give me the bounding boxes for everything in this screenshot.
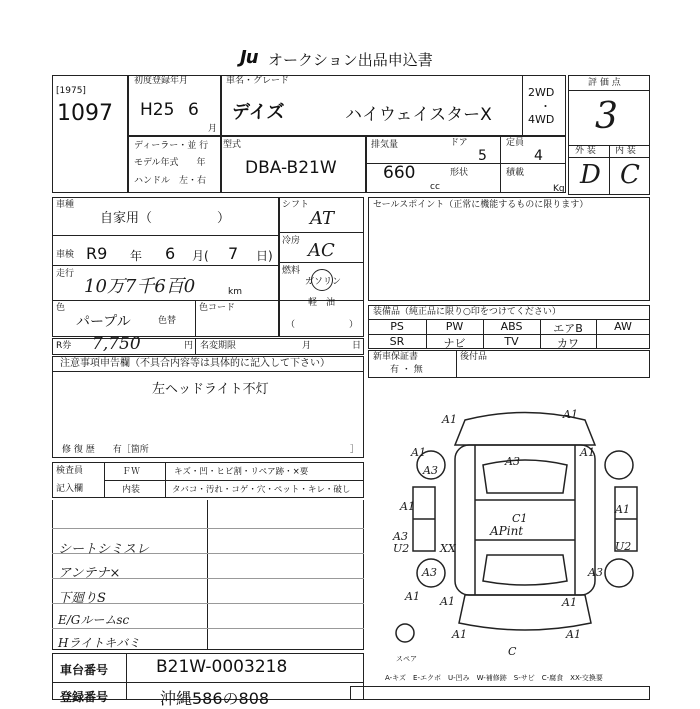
- load-unit: Kg: [553, 184, 565, 194]
- warranty-label: 新車保証書: [373, 352, 419, 362]
- damage-mark: A1: [615, 503, 630, 516]
- fuel-other: （ ）: [286, 320, 359, 330]
- color-value: パープル: [76, 314, 131, 330]
- name-change-day: 日: [352, 341, 362, 351]
- hand-note-3: 下廻りS: [58, 591, 106, 606]
- color-code-label: 色コード: [199, 303, 236, 313]
- registration-year: H25: [140, 100, 175, 120]
- damage-mark: A3: [422, 566, 437, 579]
- repair-close: ］: [350, 445, 360, 455]
- inspection-m: 月(: [192, 249, 209, 263]
- fw-label: ＦＷ: [122, 467, 141, 477]
- load-label: 積載: [506, 168, 525, 178]
- inspection-era: R9: [86, 244, 108, 263]
- model-label: 型式: [223, 140, 242, 150]
- ac-label: 冷房: [282, 236, 301, 246]
- hand-note-4: E/Gルームsc: [58, 613, 130, 627]
- damage-mark: C: [508, 645, 517, 658]
- displacement-value: 660: [383, 163, 416, 183]
- equip-navi: ナビ: [443, 337, 466, 350]
- damage-mark: A1: [411, 446, 426, 459]
- usage-label: 車種: [56, 200, 75, 210]
- chassis-value: B21W-0003218: [156, 657, 288, 677]
- recycle-label: R券: [56, 341, 72, 351]
- inspection-y: 年: [130, 249, 143, 263]
- mileage-value: 10万7千6百0: [84, 276, 196, 297]
- sales-box: [368, 197, 650, 301]
- damage-mark: A1: [452, 628, 467, 641]
- notes-label: 注意事項申告欄（不具合内容等は具体的に記入して下さい）: [60, 358, 330, 369]
- equip-tv: TV: [504, 335, 519, 348]
- shift-label: シフト: [282, 200, 310, 210]
- displacement-unit: cc: [430, 182, 440, 192]
- form-title: オークション出品申込書: [268, 51, 433, 69]
- postfit-label: 後付品: [460, 352, 488, 362]
- interior-check-label: 内装: [122, 485, 141, 495]
- name-change-label: 名変期限: [200, 341, 237, 351]
- color-label: 色: [56, 303, 66, 313]
- fuel-diesel: 軽 油: [308, 298, 336, 308]
- exterior-label: 外 装: [575, 146, 596, 156]
- registration-label: 初度登録年月: [134, 76, 189, 86]
- dealer-line-2: モデル年式 年: [134, 158, 206, 168]
- shift-value: AT: [310, 208, 335, 229]
- damage-mark: A1: [400, 500, 415, 513]
- interior-items: タバコ・汚れ・コゲ・穴・ペット・キレ・破し: [172, 485, 351, 495]
- doors-label: ドア: [450, 138, 468, 148]
- damage-mark: XX: [440, 542, 456, 555]
- lot-number: 1097: [57, 101, 113, 126]
- equip-airbag: エアB: [553, 322, 583, 335]
- equip-pw: PW: [445, 320, 464, 333]
- plate-label: 登録番号: [60, 690, 109, 704]
- fuel-label: 燃料: [282, 266, 301, 276]
- damage-mark: A1: [440, 595, 455, 608]
- ac-value: AC: [308, 240, 335, 261]
- damage-legend: A-キズ E-エクボ U-凹み W-補修跡 S-サビ C-腐食 XX-交換要: [385, 674, 603, 682]
- bottom-strip: [350, 686, 650, 700]
- equip-abs: ABS: [500, 320, 523, 333]
- damage-mark: C1: [512, 512, 528, 525]
- equip-aw: AW: [614, 320, 632, 333]
- fuel-circle-mark: [311, 269, 333, 291]
- spare-label: スペア: [396, 655, 417, 663]
- dealer-line-3: ハンドル 左・右: [134, 176, 207, 186]
- inspector-label-2: 記入欄: [56, 484, 84, 494]
- damage-mark: A1: [562, 596, 577, 609]
- doors-value: 5: [478, 148, 487, 164]
- hand-note-2: アンテナ×: [58, 566, 121, 581]
- drive-4wd: 4WD: [528, 113, 555, 126]
- shape-label: 形状: [450, 168, 469, 178]
- exterior-grade: D: [580, 160, 601, 190]
- interior-grade: C: [620, 160, 640, 190]
- recycle-value: 7,750: [92, 334, 141, 354]
- model-value: DBA-B21W: [245, 158, 337, 178]
- mileage-unit: km: [228, 287, 242, 297]
- brand-logo: Ju: [240, 47, 258, 68]
- chassis-label: 車台番号: [60, 663, 109, 677]
- inspector-label-1: 検査員: [56, 466, 84, 476]
- hand-note-5: Hライトキバミ: [58, 636, 141, 650]
- damage-mark: A1: [442, 413, 457, 426]
- warranty-value: 有 ・ 無: [390, 365, 423, 375]
- fuel-gasoline: ガソリン: [305, 277, 342, 287]
- recycle-unit: 円: [184, 341, 194, 351]
- dealer-line-1: ディーラー・並 行: [134, 141, 209, 151]
- damage-mark: A1: [580, 446, 595, 459]
- score-value: 3: [595, 96, 618, 137]
- name-change-month: 月: [302, 341, 312, 351]
- damage-mark: A3: [588, 566, 603, 579]
- damage-mark: U2: [393, 542, 410, 555]
- damage-mark: A3: [423, 464, 438, 477]
- damage-mark: A3: [505, 455, 520, 468]
- damage-mark: A1: [566, 628, 581, 641]
- damage-mark: A1: [563, 408, 578, 421]
- color-change-label: 色替: [158, 316, 177, 326]
- car-damage-diagram: [395, 405, 655, 645]
- registration-month-unit: 月: [208, 124, 218, 134]
- usage-value: 自家用（ ）: [100, 211, 231, 226]
- inspection-day: 7: [228, 244, 239, 263]
- score-label: 評 価 点: [588, 78, 621, 88]
- mileage-label: 走行: [56, 269, 75, 279]
- equipment-label: 装備品（純正品に限り○印をつけてください）: [373, 307, 561, 317]
- lot-year: [1975]: [56, 86, 86, 96]
- equip-sr: SR: [389, 335, 405, 348]
- sales-label: セールスポイント（正常に機能するものに限ります）: [373, 200, 589, 210]
- registration-month: 6: [188, 100, 199, 120]
- damage-mark: U2: [615, 540, 632, 553]
- inspection-month: 6: [165, 244, 176, 263]
- drive-dot: ・: [540, 100, 551, 113]
- displacement-label: 排気量: [371, 140, 399, 150]
- damage-mark: A1: [405, 590, 420, 603]
- capacity-label: 定員: [506, 138, 525, 148]
- inspection-label: 車検: [56, 250, 75, 260]
- capacity-value: 4: [534, 148, 543, 164]
- interior-label: 内 装: [615, 146, 636, 156]
- equip-leather: カワ: [557, 337, 579, 350]
- inspection-d: 日): [256, 249, 273, 263]
- damage-mark: A3: [393, 530, 408, 543]
- car-name: デイズ: [232, 102, 285, 123]
- repair-label: 修 復 歴 有［箇所: [62, 445, 149, 455]
- fw-items: キズ・凹・ヒビ割・リペア跡・×要: [174, 467, 309, 477]
- equip-ps: PS: [390, 320, 404, 333]
- plate-value: 沖縄586の808: [160, 689, 270, 708]
- notes-text: 左ヘッドライト不灯: [152, 382, 269, 397]
- car-name-label: 車名・グレード: [226, 76, 290, 86]
- hand-note-1: シートシミスレ: [58, 542, 150, 557]
- car-grade: ハイウェイスターX: [345, 105, 492, 125]
- drive-2wd: 2WD: [528, 86, 555, 99]
- damage-mark: APint: [490, 524, 524, 538]
